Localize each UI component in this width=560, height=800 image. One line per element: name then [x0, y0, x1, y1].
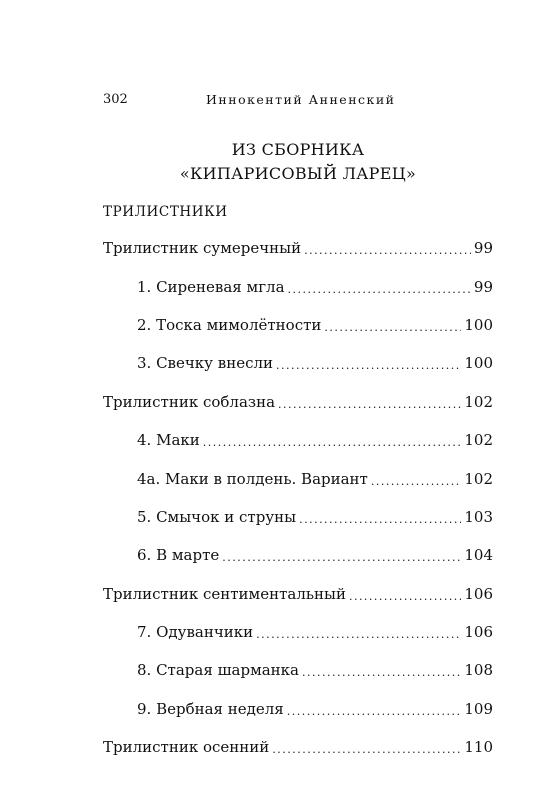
toc-entry-page: 102	[464, 392, 493, 411]
running-head	[103, 92, 493, 112]
toc-entry-page: 100	[464, 354, 493, 373]
toc-entry-title: 5. Смычок и струны	[137, 507, 297, 526]
toc-entry	[103, 229, 493, 267]
toc-leader-dots	[203, 432, 462, 450]
toc-entry	[103, 575, 493, 613]
toc-entry-title: 1. Сиреневая мгла	[137, 277, 285, 296]
toc-leader-dots	[371, 471, 462, 489]
toc-entry	[103, 690, 493, 728]
toc-leader-dots	[302, 662, 461, 680]
toc-entry-title: Трилистник сентиментальный	[103, 584, 346, 603]
toc-entry	[103, 728, 493, 766]
toc-entry-page: 106	[464, 623, 493, 642]
toc-entry-page: 99	[473, 239, 493, 258]
table-of-contents	[103, 229, 493, 766]
toc-entry-title: Трилистник соблазна	[103, 392, 276, 411]
toc-entry-page: 99	[473, 277, 493, 296]
toc-entry-page: 103	[464, 507, 493, 526]
toc-entry	[103, 613, 493, 651]
toc-entry-title: Трилистник сумеречный	[103, 239, 302, 258]
toc-leader-dots	[349, 586, 461, 604]
toc-entry	[103, 306, 493, 344]
toc-leader-dots	[324, 317, 461, 335]
toc-entry-title: 6. В марте	[137, 546, 220, 565]
toc-entry	[103, 267, 493, 305]
toc-entry-title: 9. Вербная неделя	[137, 699, 284, 718]
toc-leader-dots	[256, 624, 461, 642]
toc-entry-title: 2. Тоска мимолётности	[137, 315, 322, 334]
author-name: Иннокентий Анненский	[206, 92, 396, 107]
toc-entry	[103, 651, 493, 689]
toc-leader-dots	[276, 355, 461, 373]
toc-entry	[103, 459, 493, 497]
toc-entry	[103, 498, 493, 536]
toc-entry-title: 4. Маки	[137, 431, 200, 450]
section-title-line-2: «КИПАРИСОВЫЙ ЛАРЕЦ»	[179, 164, 417, 183]
toc-entry	[103, 536, 493, 574]
toc-entry-page: 108	[464, 661, 493, 680]
page-number: 302	[103, 92, 128, 107]
toc-leader-dots	[222, 547, 461, 565]
toc-entry-page: 110	[464, 738, 493, 757]
toc-leader-dots	[287, 701, 462, 719]
toc-entry-title: 4а. Маки в полдень. Вариант	[137, 469, 368, 488]
toc-entry	[103, 421, 493, 459]
toc-entry-page: 100	[464, 315, 493, 334]
toc-leader-dots	[278, 394, 461, 412]
toc-leader-dots	[272, 739, 461, 757]
toc-leader-dots	[288, 279, 471, 297]
toc-entry-page: 102	[464, 469, 493, 488]
toc-entry-page: 104	[464, 546, 493, 565]
toc-entry-title: 7. Одуванчики	[137, 623, 254, 642]
section-title-line-1: ИЗ СБОРНИКА	[231, 140, 365, 159]
toc-entry-page: 109	[464, 699, 493, 718]
toc-leader-dots	[304, 240, 471, 258]
subheading: ТРИЛИСТНИКИ	[103, 204, 228, 220]
toc-entry-title: Трилистник осенний	[103, 738, 270, 757]
toc-entry-title: 8. Старая шарманка	[137, 661, 299, 680]
toc-entry	[103, 344, 493, 382]
toc-leader-dots	[299, 509, 461, 527]
toc-entry-page: 106	[464, 584, 493, 603]
toc-entry-title: 3. Свечку внесли	[137, 354, 274, 373]
toc-entry-page: 102	[464, 431, 493, 450]
toc-entry	[103, 383, 493, 421]
section-title	[103, 138, 493, 186]
